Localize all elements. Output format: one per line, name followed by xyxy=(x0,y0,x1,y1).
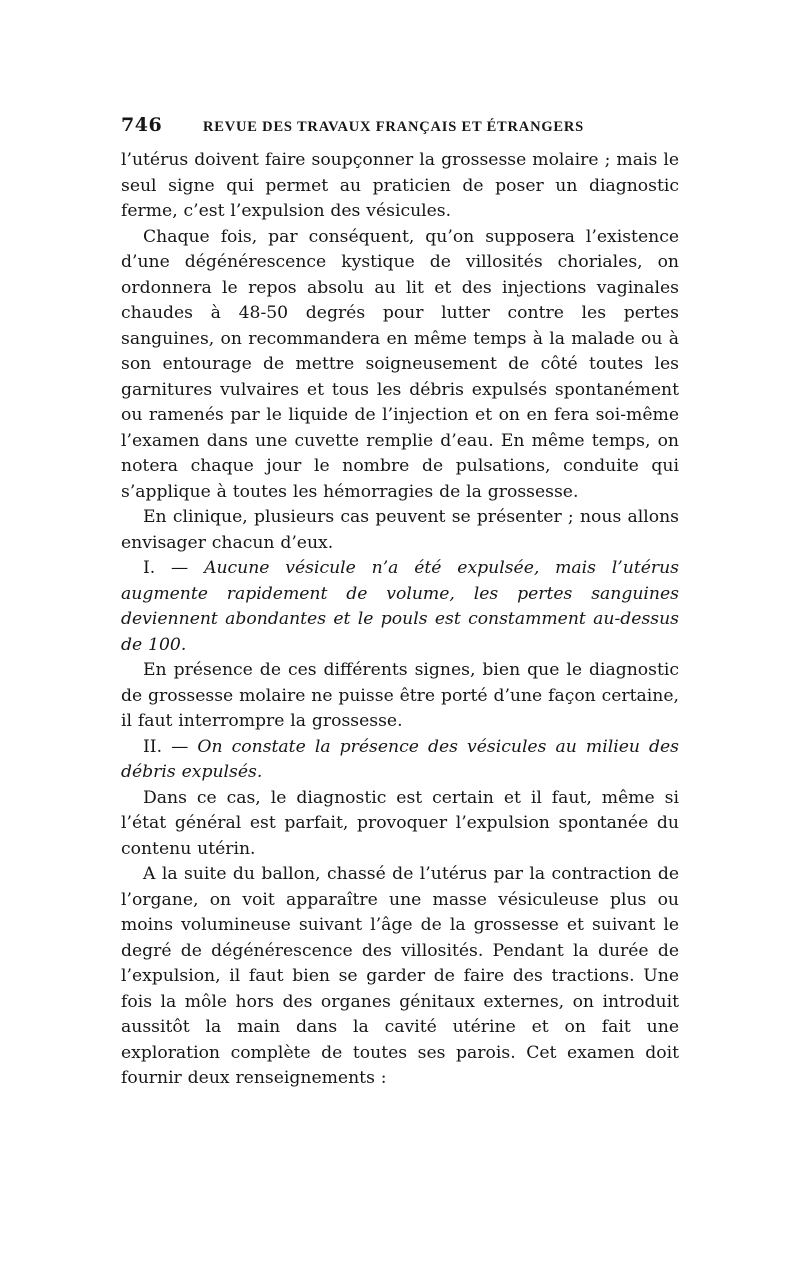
running-title: REVUE DES TRAVAUX FRANÇAIS ET ÉTRANGERS xyxy=(203,119,585,135)
case-one-text: Aucune vésicule n’a été expulsée, mais l’utérus augmente rapidement de volume, les pertes sanguines deviennent abondantes et le pouls est constamment au-dessus de 100. xyxy=(121,558,680,655)
case-two xyxy=(121,735,679,786)
paragraph-chaque-fois: Chaque fois, par conséquent, qu’on supposera l’existence d’une dégénérescence kystique de villosités choriales, on ordonnera le repos absolu au lit et des injections vaginales chaudes à 48-50 degrés pour lutter contre les pertes sanguines, on recommandera en même temps à la malade ou à son entourage de mettre soigneusement de côté toutes les garnitures vulvaires et tous les débris expulsés spontanément ou ramenés par le liquide de l’injection et on en fera soi-même l’examen dans une cuvette remplie d’eau. En même temps, on notera chaque jour le nombre de pulsations, conduite qui s’applique à toutes les hémorragies de la grossesse. xyxy=(121,226,679,502)
paragraph-a-la-suite: A la suite du ballon, chassé de l’utérus par la contraction de l’organe, on voit apparaître une masse vésiculeuse plus ou moins volumineuse suivant l’âge de la grossesse et suivant le degré de dégénérescence des villosités. Pendant la durée de l’expulsion, il faut bien se garder de faire des tractions. Une fois la môle hors des organes génitaux externes, on introduit aussitôt la main dans la cavité utérine et on fait une exploration complète de toutes ses parois. Cet examen doit fournir deux renseignements : xyxy=(121,864,679,1088)
case-one xyxy=(121,556,679,658)
paragraph-continued: l’utérus doivent faire soupçonner la grossesse molaire ; mais le seul signe qui permet au praticien de poser un diagnostic ferme, c’est l’expulsion des vésicules. xyxy=(121,150,679,221)
paragraph-dans-ce-cas: Dans ce cas, le diagnostic est certain et il faut, même si l’état général est parfait, provoquer l’expulsion spontanée du contenu utérin. xyxy=(121,787,679,859)
paragraph-en-presence: En présence de ces différents signes, bien que le diagnostic de grossesse molaire ne puisse être porté d’une façon certaine, il faut interrompre la grossesse. xyxy=(121,660,679,731)
running-header xyxy=(121,114,679,144)
case-one-numeral: I. — xyxy=(143,558,189,578)
case-two-numeral: II. — xyxy=(143,736,189,757)
case-two-text: On constate la présence des vésicules au milieu des débris expulsés. xyxy=(121,736,680,782)
page xyxy=(121,114,679,1092)
body-text xyxy=(121,148,679,1092)
paragraph-en-clinique: En clinique, plusieurs cas peuvent se présenter ; nous allons envisager chacun d’eux. xyxy=(121,507,679,553)
page-number: 746 xyxy=(121,114,163,136)
